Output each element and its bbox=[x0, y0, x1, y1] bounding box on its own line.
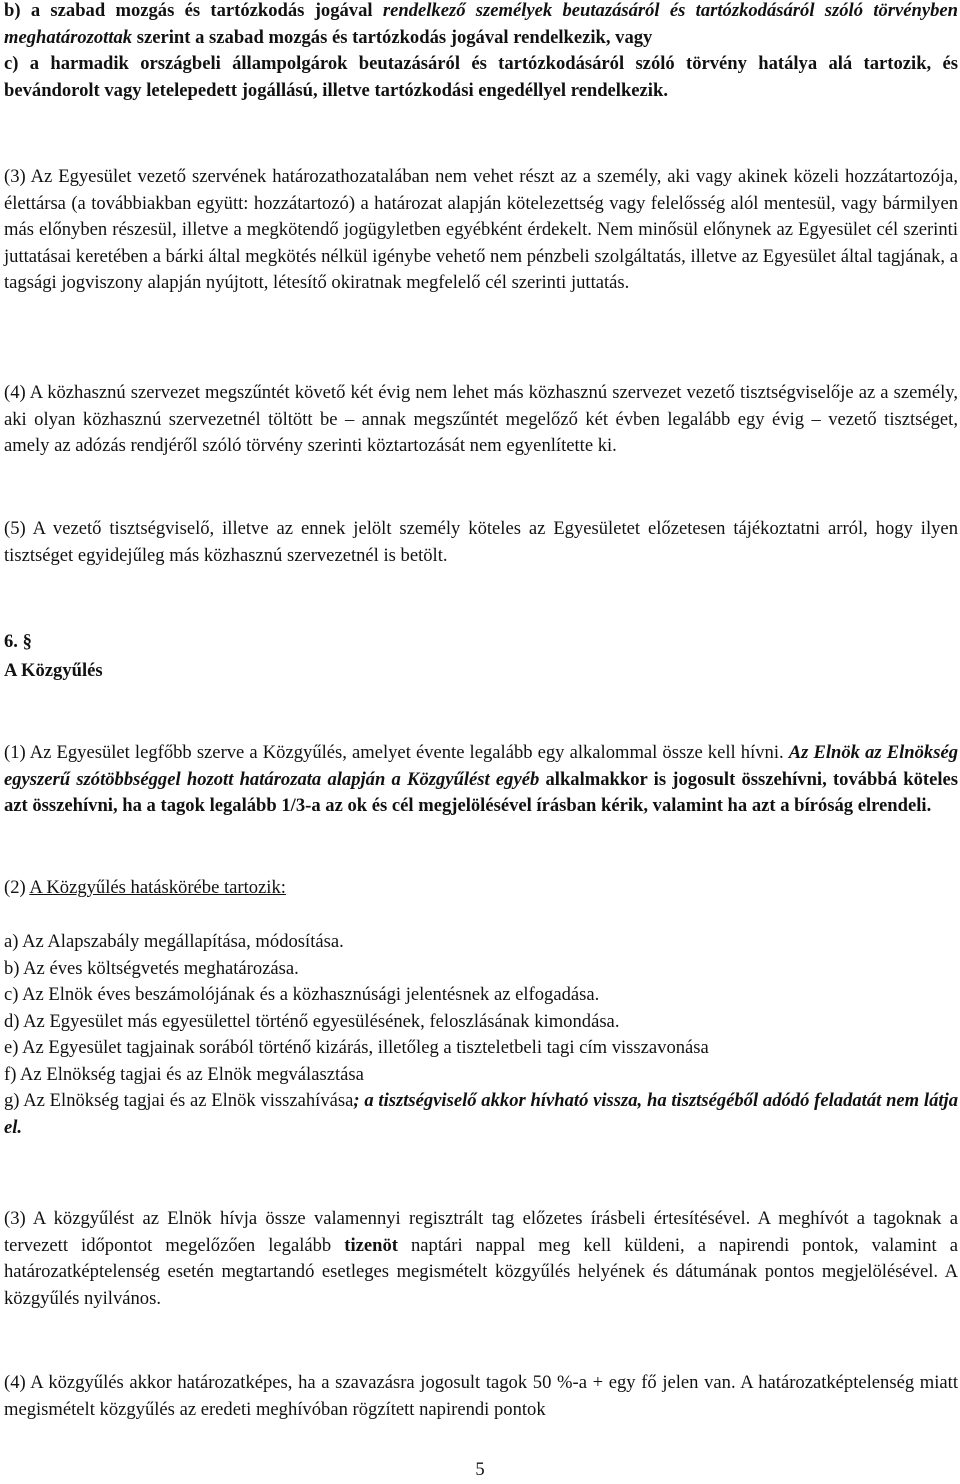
section-paragraph-1-bold: alkalmakkor is jogosult összehívni, továbbá köteles azt összehívni, ha a tagok legalább 1/3-a az ok és cél megjelölésével írásban kérik, valamint ha azt a bíróság elrendeli. bbox=[4, 768, 958, 816]
section-paragraph-3-part-2: naptári nappal meg kell küldeni, a napirendi pontok, valamint a határozatképtelenség esetén megtartandó esetleges megismételt közgyűlés helyének és dátumának pontos megjelölésével. A közgyűlés nyilvános. bbox=[4, 1234, 958, 1309]
section-paragraph-2 bbox=[4, 875, 958, 902]
section-paragraph-3 bbox=[4, 1206, 958, 1312]
list-item-g-plain: g) Az Elnökség tagjai és az Elnök visszahívása bbox=[4, 1090, 354, 1111]
section-paragraph-3-bold: tizenöt bbox=[344, 1234, 398, 1256]
list-item: d) Az Egyesület más egyesülettel történő egyesülésének, feloszlásának kimondása. bbox=[4, 1010, 620, 1032]
section-number: 6. § bbox=[4, 631, 32, 652]
paragraph-b-c bbox=[4, 0, 958, 104]
list-item: e) Az Egyesület tagjainak sorából történő kizárás, illetőleg a tiszteletbeli tagi cím visszavonása bbox=[4, 1037, 709, 1058]
para-c-text: c) a harmadik országbeli állampolgárok beutazásáról és tartózkodásáról szóló törvény hatálya alá tartozik, és bevándorolt vagy letelepedett jogállású, illetve tartózkodási engedéllyel rendelkezik. bbox=[4, 53, 958, 101]
paragraph-3-text-2: Nem minősül előnynek az Egyesület cél szerinti juttatásai keretében a bárki által megkötés nélkül igénybe vehető nem pénzbeli szolgáltatás, illetve az Egyesület által tagjának, a tagsági jogviszony alapján nyújtott, létesítő okiratnak megfelelő cél szerinti juttatás. bbox=[4, 219, 958, 293]
section-paragraph-1 bbox=[4, 740, 958, 820]
para-b-text-italic: rendelkező személyek beutazásáról és tartózkodásáról szóló törvényben meghatározottak bbox=[4, 0, 959, 48]
section-paragraph-2-underlined: A Közgyűlés hatáskörébe tartozik: bbox=[29, 877, 286, 898]
para-b-text-1: b) a szabad mozgás és tartózkodás jogával bbox=[4, 0, 383, 21]
para-b-text-3: szerint a szabad mozgás és tartózkodás jogával rendelkezik, vagy bbox=[132, 26, 653, 48]
section-title: A Közgyűlés bbox=[4, 660, 103, 681]
section-paragraph-1-bold-italic: Az Elnök az Elnökség egyszerű szótöbbséggel hozott határozata alapján a Közgyűlést egyéb bbox=[4, 742, 958, 790]
section-paragraph-1-plain: (1) Az Egyesület legfőbb szerve a Közgyűlés, amelyet évente legalább egy alkalommal össze kell hívni. bbox=[4, 742, 789, 763]
section-paragraph-2-prefix: (2) bbox=[4, 877, 30, 898]
list-item: c) Az Elnök éves beszámolójának és a közhasznúsági jelentésnek az elfogadása. bbox=[4, 984, 600, 1005]
section-paragraph-3-part-1: (3) A közgyűlést az Elnök hívja össze valamennyi regisztrált tag előzetes írásbeli értesítésével. A meghívót a tagoknak a tervezett időpontot megelőzően legalább bbox=[4, 1208, 958, 1256]
page-number: 5 bbox=[475, 1459, 485, 1480]
list-item bbox=[4, 1088, 958, 1141]
paragraph-3-text-1: (3) Az Egyesület vezető szervének határozathozatalában nem vehet részt az a személy, aki vagy akinek közeli hozzátartozója, élettársa (a továbbiakban együtt: hozzátartozó) a határozat alapján kötelezettség vagy felelősség alól mentesül, vagy bármilyen más előnyben részesül, illetve a megkötendő jogügyletben egyébként érdekelt. bbox=[4, 166, 958, 240]
paragraph-4: (4) A közhasznú szervezet megszűntét követő két évig nem lehet más közhasznú szervezet vezető tisztségviselője az a személy, aki olyan közhasznú szervezetnél töltött be – annak megszűntét megelőző két évben legalább egy évig – vezető tisztséget, amely az adózás rendjéről szóló törvény szerinti köztartozását nem egyenlítette ki. bbox=[4, 382, 958, 456]
list-item: f) Az Elnökség tagjai és az Elnök megválasztása bbox=[4, 1063, 364, 1085]
list-item: b) Az éves költségvetés meghatározása. bbox=[4, 957, 299, 979]
powers-list bbox=[4, 929, 958, 1141]
list-item: a) Az Alapszabály megállapítása, módosítása. bbox=[4, 931, 344, 952]
paragraph-3 bbox=[4, 164, 958, 297]
paragraph-5: (5) A vezető tisztségviselő, illetve az ennek jelölt személy köteles az Egyesületet előzetesen tájékoztatni arról, hogy ilyen tisztséget egyidejűleg más közhasznú szervezetnél is betölt. bbox=[4, 518, 958, 566]
section-paragraph-4: (4) A közgyűlés akkor határozatképes, ha a szavazásra jogosult tagok 50 %-a + egy fő jelen van. A határozatképtelenség miatt megismételt közgyűlés az eredeti meghívóban rögzített napirendi pontok bbox=[4, 1372, 958, 1420]
list-item-g-bold-italic: ; a tisztségviselő akkor hívható vissza, ha tisztségéből adódó feladatát nem látja el. bbox=[4, 1090, 958, 1138]
